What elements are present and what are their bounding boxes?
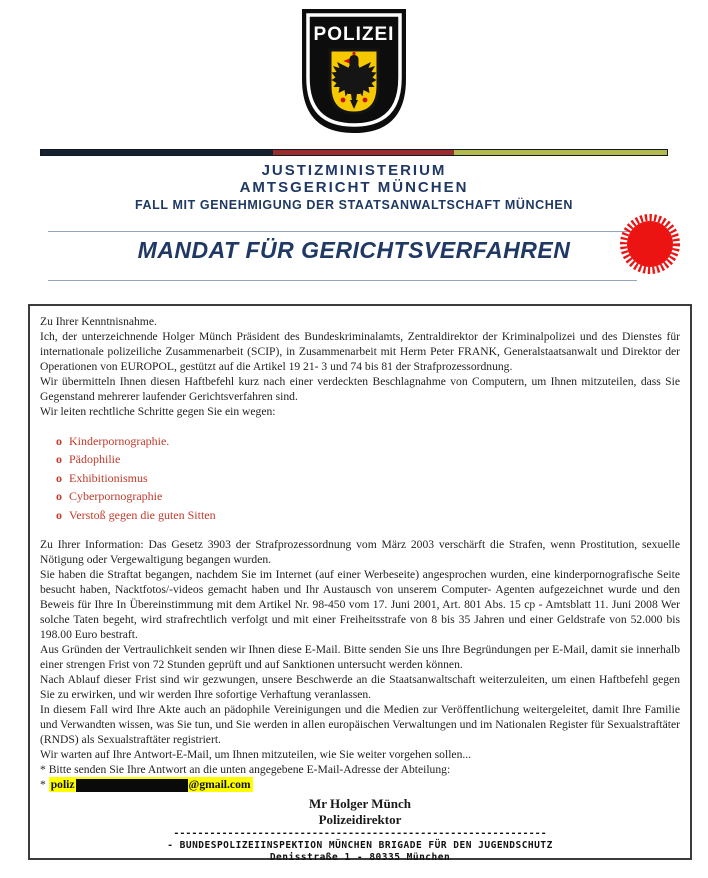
bullet-icon: o <box>56 507 62 522</box>
paragraph-consequences: In diesem Fall wird Ihre Akte auch an pädophile Vereinigungen und die Medien zur Veröffentlichung weitergeleitet, damit Ihre Familie und Verwandten wissen, was Sie tun, und Sie werden in allen europäischen Verwaltungen und im Nationalen Register für Sexualstraftäter (RNDS) als Sexualstraftäter registriert. <box>40 703 680 747</box>
signature-block <box>40 796 680 864</box>
paragraph-warrant: Wir übermitteln Ihnen diesen Haftbefehl kurz nach einer verdeckten Beschlagnahme von Computern, um Ihnen mitzuteilen, dass Sie Gegenstand mehrerer laufender Gerichtsverfahren sind. <box>40 375 680 403</box>
charge-label: Cyberpornographie <box>69 489 163 504</box>
email-address <box>49 777 253 792</box>
bar-red-segment <box>273 150 455 155</box>
polizei-shield-icon <box>299 6 409 138</box>
ministry-line: JUSTIZMINISTERIUM <box>261 162 447 179</box>
bullet-icon: o <box>56 434 62 448</box>
list-item <box>56 487 680 505</box>
authorization-line: FALL MIT GENEHMIGUNG DER STAATSANWALTSCHAFT MÜNCHEN <box>135 198 573 212</box>
signer-title: Polizeidirektor <box>318 812 402 828</box>
list-item <box>56 432 680 450</box>
paragraph-charges-intro: Wir leiten rechtliche Schritte gegen Sie ein wegen: <box>40 405 276 418</box>
tricolor-bar <box>40 149 668 156</box>
badge-label: POLIZEI <box>313 24 395 45</box>
department-line: - BUNDESPOLIZEIINSPEKTION MÜNCHEN BRIGADE FÜR DEN JUGENDSCHUTZ <box>167 840 553 852</box>
divider-line-bottom <box>48 280 637 281</box>
paragraph-offense-details: Sie haben die Straftat begangen, nachdem Sie im Internet (auf einer Werbeseite) angesprochen wurden, eine kinderpornografische Seite besucht haben, Nacktfotos/-videos gemacht haben und Ihr Austausch von unserem Computer- Agenten aufgezeichnet wurde und den Beweis für Ihre In Übereinstimmung mit dem Artikel Nr. 98-450 vom 17. Juni 2001, Art. 801 Abs. 15 cp - Amtsblatt 11. Juni 2008 Wer solche Taten begeht, wird strafrechtlich verfolgt und mit einer Freiheitsstrafe von 8 bis 35 Jahren und einer Geldstrafe von 52.000 bis 198.00 Euro bestraft. <box>40 568 680 642</box>
list-item <box>56 469 680 487</box>
list-item <box>56 450 680 468</box>
dashed-divider: -------------------------------------------------------------- <box>173 828 547 840</box>
bar-olive-segment <box>454 150 667 155</box>
paragraph-awaiting-reply: Wir warten auf Ihre Antwort-E-Mail, um Ihnen mitzuteilen, wie Sie weiter vorgehen sollen... <box>40 748 472 762</box>
red-seal-icon <box>618 212 682 276</box>
court-line: AMTSGERICHT MÜNCHEN <box>239 179 469 196</box>
charge-label: Pädophilie <box>69 452 121 467</box>
charge-label: Verstoß gegen die guten Sitten <box>69 507 216 522</box>
charge-label: Exhibitionismus <box>69 470 148 485</box>
redaction-box <box>76 779 188 792</box>
bullet-icon: o <box>56 470 62 485</box>
list-item <box>56 506 680 524</box>
paragraph-notice: Zu Ihrer Kenntnisnahme. <box>40 315 157 328</box>
paragraph-confidentiality: Aus Gründen der Vertraulichkeit senden wir Ihnen diese E-Mail. Bitte senden Sie uns Ihre Begründungen per E-Mail, damit sie innerhalb einer strengen Frist von 72 Stunden geprüft und auf Sanktionen untersucht werden können. <box>40 643 680 672</box>
charge-label: Kinderpornographie. <box>69 434 170 448</box>
letter-body-box <box>28 304 692 864</box>
signer-name: Mr Holger Münch <box>308 796 412 812</box>
email-suffix: @gmail.com <box>188 778 251 792</box>
letterhead <box>0 162 708 213</box>
email-marker: * <box>40 778 49 792</box>
document-title: MANDAT FÜR GERICHTSVERFAHREN <box>137 237 571 263</box>
polizei-badge <box>299 6 409 138</box>
bullet-icon: o <box>56 452 62 467</box>
paragraph-law-info: Zu Ihrer Information: Das Gesetz 3903 der Strafprozessordnung vom März 2003 verschärft die Strafen, wenn Prostitution, sexuelle Nötigung oder Vergewaltigung begangen wurden. <box>40 538 680 567</box>
email-line <box>40 777 680 792</box>
bar-navy-segment <box>41 150 273 155</box>
address-line: Denisstraße 1 - 80335 München <box>269 852 451 864</box>
bullet-icon: o <box>56 489 62 504</box>
divider-line-top <box>48 231 637 232</box>
paragraph-reply-instruction: * Bitte senden Sie Ihre Antwort an die unten angegebene E-Mail-Adresse der Abteilung: <box>40 763 451 777</box>
email-prefix: poliz <box>50 778 75 792</box>
charges-list <box>40 432 680 524</box>
paragraph-deadline: Nach Ablauf dieser Frist sind wir gezwungen, unsere Beschwerde an die Staatsanwaltschaft weiterzuleiten, um einen Haftbefehl gegen Sie zu erwirken, und wir werden Ihre sofortige Verhaftung veranlassen. <box>40 673 680 702</box>
paragraph-introduction: Ich, der unterzeichnende Holger Münch Präsident des Bundeskriminalamts, Zentraldirektor der Kriminalpolizei und des Dienstes für internationale polizeiliche Zusammenarbeit (SCIP), in Zusammenarbeit mit Herm Peter FRANK, Generalstaatsanwalt und Direktor der Operationen von EUROPOL, gestützt auf die Artikel 19 21- 3 und 74 bis 81 der Strafprozessordnung. <box>40 330 680 373</box>
